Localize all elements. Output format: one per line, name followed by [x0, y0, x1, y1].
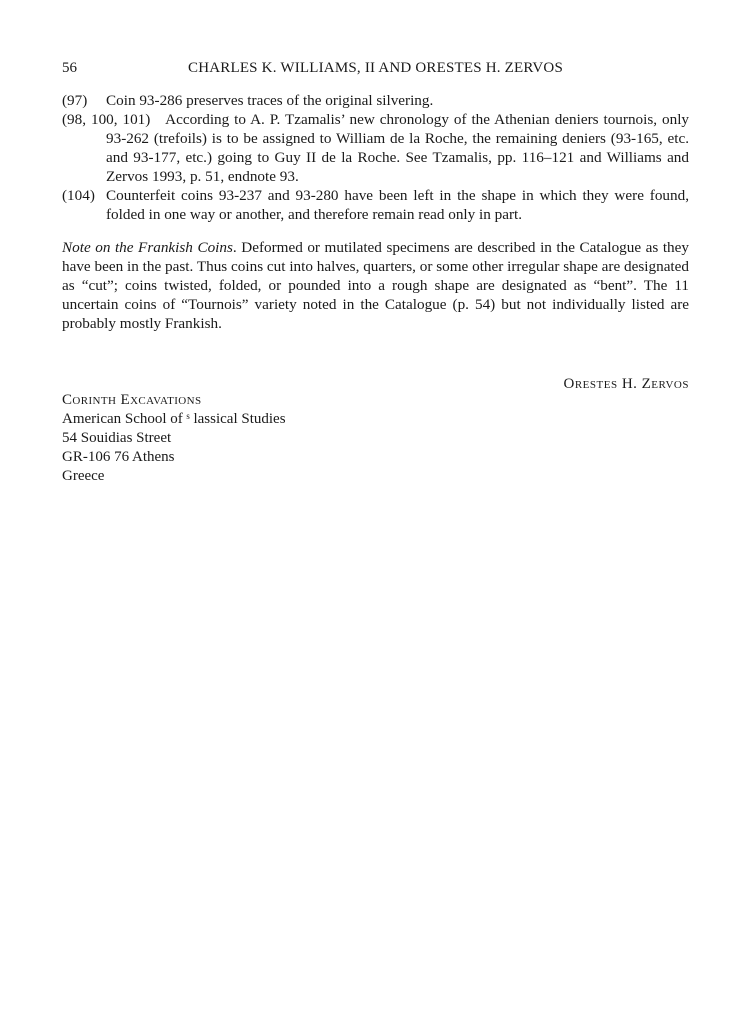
frankish-coins-note	[62, 238, 689, 333]
running-head	[62, 58, 689, 78]
address-line-4: Greece	[62, 468, 105, 484]
frankish-note-text: . Deformed or mutilated specimens are described in the Catalogue as they have been in the past. Thus coins cut into halves, quarters, or some other irregular shape are designated as “cut”; coins twisted, folded, or pounded into a rough shape are designated as “bent”. The 11 uncertain coins of “Tournois” variety noted in the Catalogue (p. 54) but not individually listed are probably mostly Frankish.	[62, 239, 689, 332]
page-number: 56	[62, 60, 77, 76]
author-signature: Orestes H. Zervos	[563, 376, 689, 392]
endnote-text: Coin 93-286 preserves traces of the original silvering.	[106, 92, 434, 109]
endnote-98-100-101	[62, 110, 689, 186]
endnote-number: (104)	[62, 187, 95, 204]
address-line-1: American School of ˢ lassical Studies	[62, 411, 286, 427]
address-line-3: GR-106 76 Athens	[62, 449, 175, 465]
endnote-text: According to A. P. Tzamalis’ new chronology of the Athenian deniers tournois, only 93-262 (trefoils) is to be assigned to William de la Roche, the remaining deniers (93-165, etc. and 93-177, etc.) going to Guy II de la Roche. See Tzamalis, pp. 116–121 and Williams and Zervos 1993, p. 51, endnote 93.	[106, 111, 690, 185]
address-institution: Corinth Excavations	[62, 392, 202, 408]
endnote-text: Counterfeit coins 93-237 and 93-280 have been left in the shape in which they were found, folded in one way or another, and therefore remain read only in part.	[106, 187, 689, 223]
frankish-note-heading: Note on the Frankish Coins	[62, 239, 233, 256]
endnote-number: (97)	[62, 92, 88, 109]
endnote-104	[62, 186, 689, 224]
address-line-2: 54 Souidias Street	[62, 430, 172, 446]
running-head-title: CHARLES K. WILLIAMS, II AND ORESTES H. ZERVOS	[187, 60, 564, 76]
endnote-number: (98, 100, 101)	[62, 111, 151, 128]
author-address	[62, 391, 462, 486]
endnote-97	[62, 91, 689, 110]
endnotes	[62, 91, 689, 224]
